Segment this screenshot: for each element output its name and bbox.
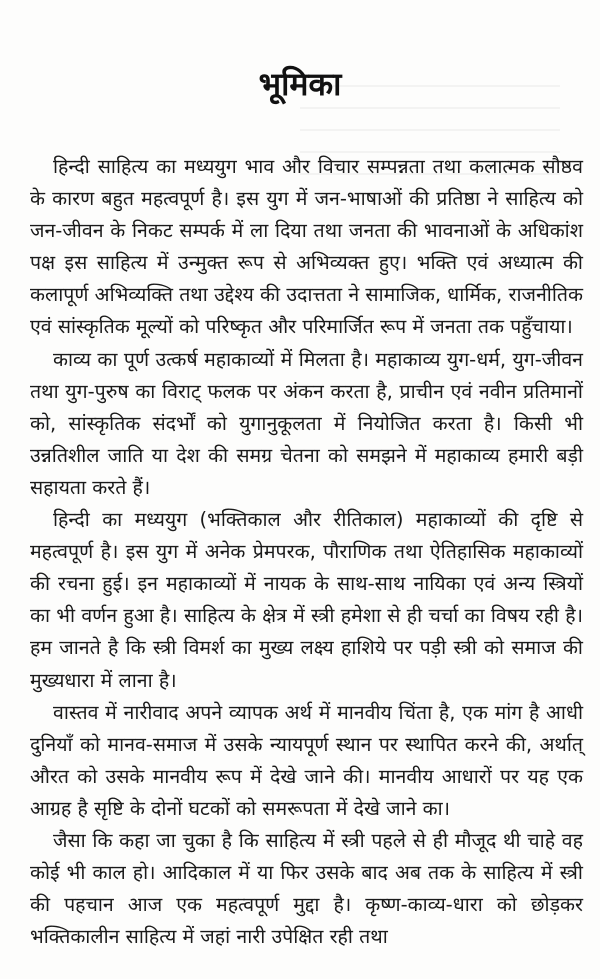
body-text — [30, 151, 583, 953]
paragraph-3: हिन्दी का मध्ययुग (भक्तिकाल और रीतिकाल) महाकाव्यों की दृष्टि से महत्वपूर्ण है। इस युग में अनेक प्रेमपरक, पौराणिक तथा ऐतिहासिक महाकाव्यों की रचना हुई। इन महाकाव्यों में नायक के साथ-साथ नायिका एवं अन्य स्त्रियों का भी वर्णन हुआ है। साहित्य के क्षेत्र में स्त्री हमेशा से ही चर्चा का विषय रही है। हम जानते है कि स्त्री विमर्श का मुख्य लक्ष्य हाशिये पर पड़ी स्त्री को समाज की मुख्यधारा में लाना है। — [30, 508, 583, 692]
paragraph-5: जैसा कि कहा जा चुका है कि साहित्य में स्त्री पहले से ही मौजूद थी चाहे वह कोई भी काल हो। आदिकाल में या फिर उसके बाद अब तक के साहित्य में स्त्री की पहचान आज एक महत्वपूर्ण मुद्दा है। कृष्ण-काव्य-धारा को छोड़कर भक्तिकालीन साहित्य में जहां नारी उपेक्षित रही तथा — [30, 828, 583, 949]
paragraph-2: काव्य का पूर्ण उत्कर्ष महाकाव्यों में मिलता है। महाकाव्य युग-धर्म, युग-जीवन तथा युग-पुरुष का विराट् फलक पर अंकन करता है, प्राचीन एवं नवीन प्रतिमानों को, सांस्कृतिक संदर्भों को युगानुकूलता में नियोजित करता है। किसी भी उन्नतिशील जाति या देश की समग्र चेतना को समझने में महाकाव्य हमारी बड़ी सहायता करते हैं। — [30, 347, 583, 499]
paragraph-1: हिन्दी साहित्य का मध्ययुग भाव और विचार सम्पन्नता तथा कलात्मक सौष्ठव के कारण बहुत महत्वपूर्ण है। इस युग में जन-भाषाओं की प्रतिष्ठा ने साहित्य को जन-जीवन के निकट सम्पर्क में ला दिया तथा जनता की भावनाओं के अधिकांश पक्ष इस साहित्य में उन्मुक्त रूप से अभिव्यक्त हुए। भक्ति एवं अध्यात्म की कलापूर्ण अभिव्यक्ति तथा उद्देश्य की उदात्तता ने सामाजिक, धार्मिक, राजनीतिक एवं सांस्कृतिक मूल्यों को परिष्कृत और परिमार्जित रूप में जनता तक पहुँचाया। — [30, 155, 583, 339]
page-title: भूमिका — [258, 65, 342, 103]
paragraph-4: वास्तव में नारीवाद अपने व्यापक अर्थ में मानवीय चिंता है, एक मांग है आधी दुनियाँ को मानव-समाज में उसके न्यायपूर्ण स्थान पर स्थापित करने की, अर्थात् औरत को उसके मानवीय रूप में देखे जाने की। मानवीय आधारों पर यह एक आग्रह है सृष्टि के दोनों घटकों को समरूपता में देखे जाने का। — [30, 700, 583, 820]
